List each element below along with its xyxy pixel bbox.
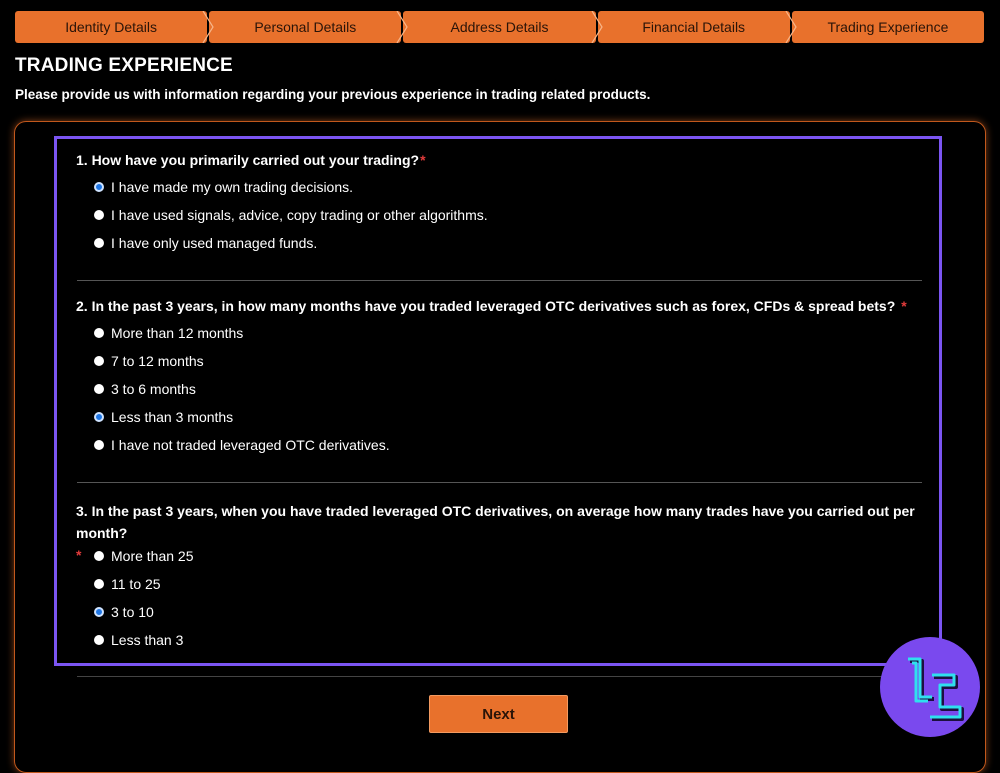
q2-option-not-traded[interactable] [94,437,390,453]
option-label: I have only used managed funds. [111,235,318,251]
q2-option-7-to-12[interactable] [94,353,204,369]
q1-option-managed-funds[interactable] [94,235,317,251]
required-marker: * [420,152,426,168]
logo-icon [880,637,980,737]
chevron-right-icon [784,11,798,43]
q3-option-11-to-25[interactable] [94,576,161,592]
option-label: Less than 3 months [111,409,234,425]
radio-button[interactable] [94,440,104,450]
next-button[interactable]: Next [429,695,568,733]
section-divider [77,676,922,677]
option-label: I have made my own trading decisions. [111,179,354,195]
option-label: More than 25 [111,548,194,564]
radio-button[interactable] [94,607,104,617]
step-identity-details[interactable] [15,11,207,43]
step-trading-experience[interactable] [792,11,984,43]
option-label: I have not traded leveraged OTC derivatives. [111,437,390,453]
section-divider [77,280,922,281]
page-title: TRADING EXPERIENCE [15,55,233,76]
question-2-label: 2. In the past 3 years, in how many months have you traded leveraged OTC derivatives such as forex, CFDs & spread bets? * [76,298,907,314]
step-label: Identity Details [65,19,158,35]
section-divider [77,482,922,483]
step-label: Financial Details [642,19,746,35]
q2-option-less-than-3[interactable] [94,409,233,425]
radio-button[interactable] [94,412,104,422]
option-label: More than 12 months [111,325,244,341]
q1-option-own-decisions[interactable] [94,179,353,195]
q3-option-less-than-3[interactable] [94,632,183,648]
radio-button[interactable] [94,356,104,366]
step-label: Trading Experience [827,19,949,35]
step-label: Address Details [450,19,549,35]
option-label: Less than 3 [111,632,184,648]
question-1-label: 1. How have you primarily carried out your trading?* [76,152,426,168]
progress-stepper [15,11,984,43]
radio-button[interactable] [94,238,104,248]
q1-option-signals[interactable] [94,207,488,223]
step-financial-details[interactable] [598,11,790,43]
radio-button[interactable] [94,579,104,589]
option-label: 3 to 10 [111,604,154,620]
radio-button[interactable] [94,182,104,192]
radio-button[interactable] [94,551,104,561]
option-label: 11 to 25 [111,576,161,592]
question-3-label: 3. In the past 3 years, when you have traded leveraged OTC derivatives, on average how many trades have you carried out per month? * [76,503,915,563]
chevron-right-icon [201,11,215,43]
q3-option-more-than-25[interactable] [94,548,194,564]
q2-option-more-than-12[interactable] [94,325,243,341]
radio-button[interactable] [94,210,104,220]
option-label: 3 to 6 months [111,381,196,397]
chevron-right-icon [395,11,409,43]
step-label: Personal Details [254,19,357,35]
option-label: 7 to 12 months [111,353,204,369]
radio-button[interactable] [94,328,104,338]
brand-watermark-badge [880,637,980,737]
chevron-right-icon [590,11,604,43]
radio-button[interactable] [94,635,104,645]
required-marker: * [76,547,82,563]
q3-option-3-to-10[interactable] [94,604,154,620]
step-address-details[interactable] [403,11,595,43]
page-subtitle: Please provide us with information regarding your previous experience in trading related products. [15,87,651,102]
q2-option-3-to-6[interactable] [94,381,196,397]
radio-button[interactable] [94,384,104,394]
required-marker: * [901,298,907,314]
step-personal-details[interactable] [209,11,401,43]
option-label: I have used signals, advice, copy trading or other algorithms. [111,207,488,223]
